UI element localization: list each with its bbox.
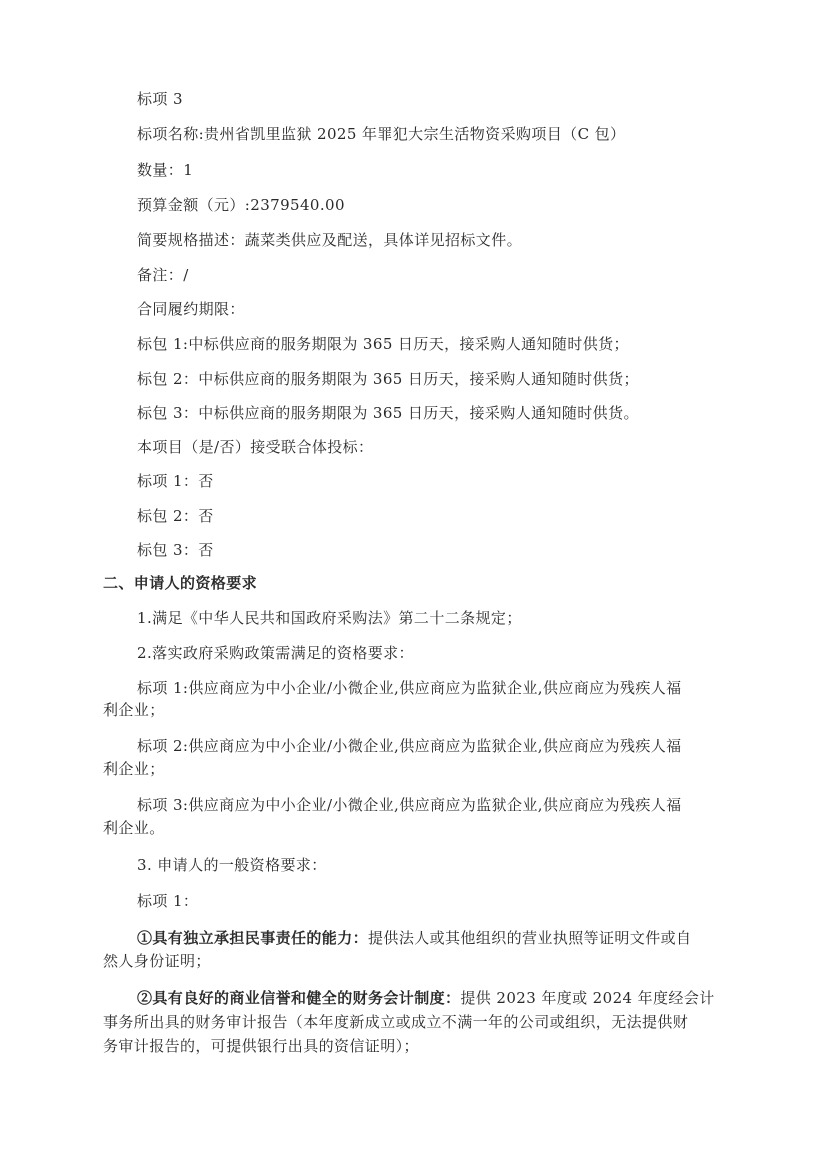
lot-budget: 预算金额（元）:2379540.00 bbox=[137, 196, 345, 214]
requirement-item: 3. 申请人的一般资格要求： bbox=[137, 856, 327, 874]
policy-line: 标项 2:供应商应为中小企业/小微企业,供应商应为监狱企业,供应商应为残疾人福 bbox=[137, 737, 682, 755]
consortium-title: 本项目（是/否）接受联合体投标： bbox=[137, 438, 374, 456]
clause-label: ①具有独立承担民事责任的能力： bbox=[137, 929, 369, 947]
requirement-clause bbox=[137, 988, 715, 1008]
requirement-clause bbox=[137, 928, 691, 948]
section-heading: 二、申请人的资格要求 bbox=[103, 574, 258, 592]
requirement-item: 2.落实政府采购政策需满足的资格要求： bbox=[137, 644, 414, 662]
lot-remark: 备注：/ bbox=[137, 266, 189, 284]
contract-term-title: 合同履约期限： bbox=[137, 300, 245, 318]
policy-line: 标项 1:供应商应为中小企业/小微企业,供应商应为监狱企业,供应商应为残疾人福 bbox=[137, 679, 682, 697]
clause-text: 提供法人或其他组织的营业执照等证明文件或自 bbox=[368, 929, 692, 947]
policy-line-cont: 利企业； bbox=[103, 760, 165, 778]
requirement-item: 1.满足《中华人民共和国政府采购法》第二十二条规定； bbox=[137, 609, 522, 627]
policy-line: 标项 3:供应商应为中小企业/小微企业,供应商应为监狱企业,供应商应为残疾人福 bbox=[137, 796, 682, 814]
clause-text: 提供 2023 年度或 2024 年度经会计 bbox=[460, 989, 715, 1007]
policy-line-cont: 利企业。 bbox=[103, 819, 165, 837]
lot-name: 标项名称:贵州省凯里监狱 2025 年罪犯大宗生活物资采购项目（C 包） bbox=[137, 125, 626, 143]
clause-label: ②具有良好的商业信誉和健全的财务会计制度： bbox=[137, 989, 461, 1007]
consortium-line: 标包 3：否 bbox=[137, 541, 214, 559]
contract-term-line: 标包 2：中标供应商的服务期限为 365 日历天，接采购人通知随时供货； bbox=[137, 370, 639, 388]
lot-spec: 简要规格描述：蔬菜类供应及配送，具体详见招标文件。 bbox=[137, 231, 523, 249]
clause-text-cont: 然人身份证明； bbox=[103, 952, 211, 970]
policy-line-cont: 利企业； bbox=[103, 701, 165, 719]
clause-text-cont: 务审计报告的，可提供银行出具的资信证明）； bbox=[103, 1037, 419, 1055]
requirement-subtitle: 标项 1： bbox=[137, 892, 199, 910]
clause-text-cont: 事务所出具的财务审计报告（本年度新成立或成立不满一年的公司或组织，无法提供财 bbox=[103, 1013, 689, 1031]
lot-quantity: 数量：1 bbox=[137, 161, 194, 179]
lot-title: 标项 3 bbox=[137, 90, 183, 108]
contract-term-line: 标包 3：中标供应商的服务期限为 365 日历天，接采购人通知随时供货。 bbox=[137, 404, 639, 422]
contract-term-line: 标包 1:中标供应商的服务期限为 365 日历天，接采购人通知随时供货； bbox=[137, 335, 629, 353]
consortium-line: 标项 1：否 bbox=[137, 472, 214, 490]
consortium-line: 标包 2：否 bbox=[137, 507, 214, 525]
